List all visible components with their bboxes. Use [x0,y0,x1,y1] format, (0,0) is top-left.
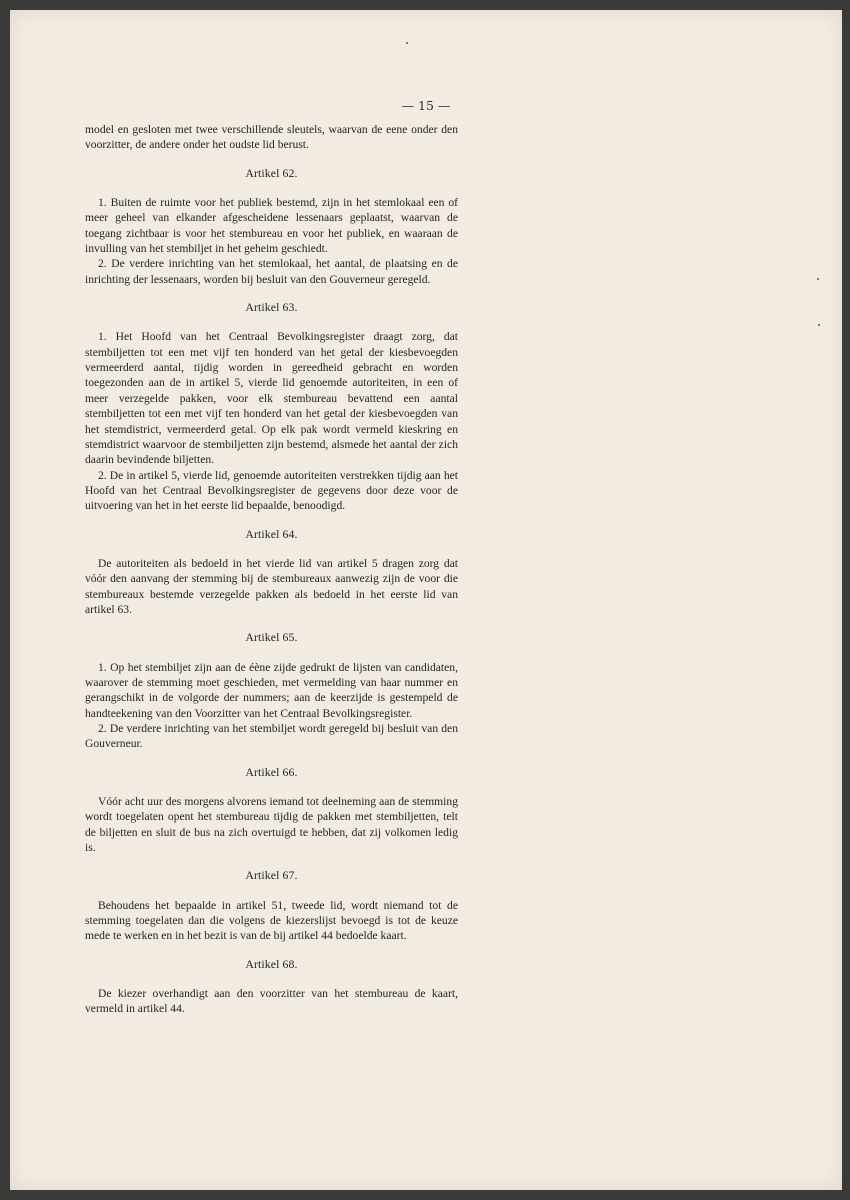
article-heading: Artikel 62. [245,165,298,180]
paragraph: 1. Buiten de ruimte voor het publiek bestemd, zijn in het stemlokaal een of meer geheel van elkander afgescheidene lessenaars geplaatst, waarvan de toegang zichtbaar is voor het stembureau en voor het publiek, en waaraan de invulling van het stembiljet in het geheim geschiedt. [85,196,458,256]
paragraph: 2. De verdere inrichting van het stemlokaal, het aantal, de plaatsing en de inrichting der lessenaars, worden bij besluit van den Gouverneur geregeld. [85,257,458,286]
paragraph: 1. Het Hoofd van het Centraal Bevolkingsregister draagt zorg, dat stembiljetten tot een met vijf ten honderd van het getal der kiesbevoegden vermeerderd aantal, tijdig worden in gereedheid gebracht en worden toegezonden aan de in artikel 5, vierde lid genoemde autoriteiten, in een of meer verzegelde pakken, voor elk stembureau bevattend een aantal stembiljetten tot een met vijf ten honderd van het getal der kiesbevoegden van het stemdistrict, vermeerderd getal. Op elk pak wordt vermeld kieskring en stemdistrict waarvoor de stembiljetten zijn bestemd, alsmede het aantal der zich daarin bevindende biljetten. [85,330,458,467]
paragraph: De autoriteiten als bedoeld in het vierde lid van artikel 5 dragen zorg dat vóór den aanvang der stemming bij de stembureaux aanwezig zijn de voor die stembureaux bestemde verzegelde pakken als bedoeld in het eerste lid van artikel 63. [85,556,458,616]
page-body [85,122,458,1017]
paper-speck [818,324,820,326]
document-page [10,10,842,1190]
paragraph: model en gesloten met twee verschillende sleutels, waarvan de eene onder den voorzitter, de andere onder het oudste lid berust. [85,123,458,152]
paragraph: De kiezer overhandigt aan den voorzitter van het stembureau de kaart, vermeld in artikel 44. [85,987,458,1016]
article-heading: Artikel 64. [245,526,298,541]
article-heading: Artikel 63. [245,300,298,315]
article-heading: Artikel 66. [245,764,298,779]
paper-speck [817,278,819,280]
article-heading: Artikel 68. [245,956,298,971]
paragraph: 2. De in artikel 5, vierde lid, genoemde autoriteiten verstrekken tijdig aan het Hoofd van het Centraal Bevolkingsregister de gegevens door deze voor de uitvoering van het in het eerste lid bepaalde, benoodigd. [85,468,458,513]
page-number: — 15 — [401,98,451,113]
paper-speck [406,42,408,44]
paragraph: 2. De verdere inrichting van het stembiljet wordt geregeld bij besluit van den Gouverneur. [85,722,458,751]
paragraph: Vóór acht uur des morgens alvorens iemand tot deelneming aan de stemming wordt toegelaten opent het stembureau tijdig de pakken met stembiljetten, telt de biljetten en sluit de bus na zich overtuigd te hebben, dat zij volkomen ledig is. [85,795,458,855]
article-heading: Artikel 65. [245,630,298,645]
paragraph: 1. Op het stembiljet zijn aan de éène zijde gedrukt de lijsten van candidaten, waarover de stemming moet geschieden, met vermelding van haar nummer en gerangschikt in de volgorde der nummers; aan de keerzijde is gestempeld de handteekening van den Voorzitter van het Centraal Bevolkingsregister. [85,660,458,720]
paragraph: Behoudens het bepaalde in artikel 51, tweede lid, wordt niemand tot de stemming toegelaten dan die volgens de kiezerslijst bevoegd is tot de keuze mede te werken en in het bezit is van de bij artikel 44 bedoelde kaart. [85,898,458,943]
article-heading: Artikel 67. [245,868,298,883]
